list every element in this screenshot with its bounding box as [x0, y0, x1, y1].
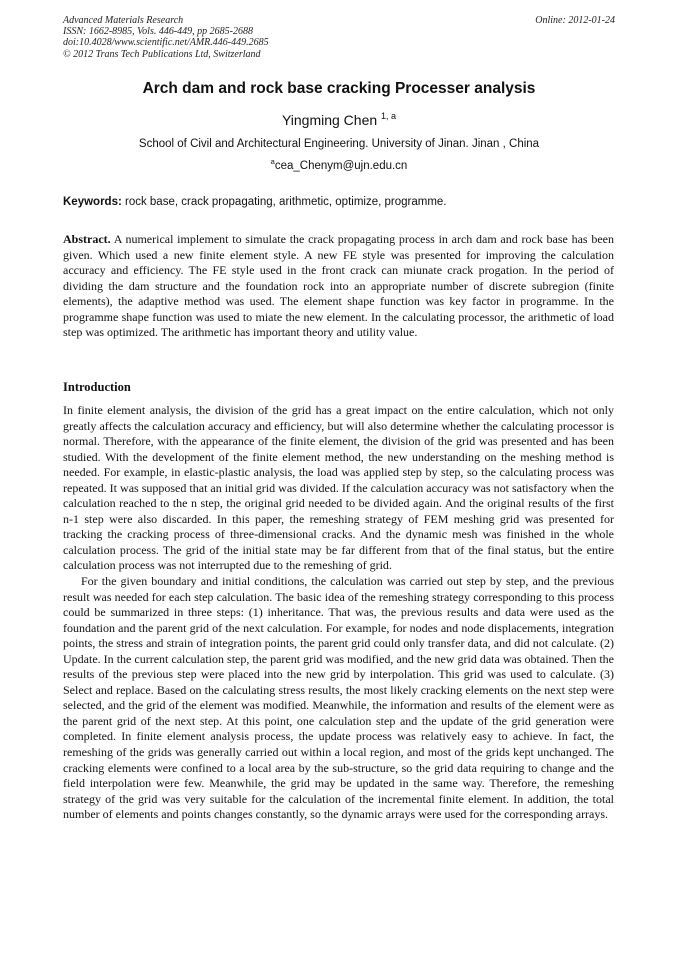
abstract-text: A numerical implement to simulate the crack propagating process in arch dam and rock base has been given. Which used a new finite element style. A new FE style was presented for improving the calculation accuracy and efficiency. The FE style used in the front crack can miunate crack progation. In the period of dividing the dam structure and the foundation rock into an appropriate number of discrete subregion (finite elements), the adaptive method was used. The element shape function was key factor in programme. In the programme shape function was used to miate the new element. In the calculating processor, the arithmetic of load step was optimized. The arithmetic has important theory and utility value. — [63, 232, 614, 340]
author-superscript: 1, a — [381, 111, 397, 121]
author-line — [0, 112, 678, 128]
abstract-label: Abstract. — [63, 232, 111, 246]
keywords-text: rock base, crack propagating, arithmetic, optimize, programme. — [121, 196, 447, 208]
abstract — [63, 232, 614, 341]
introduction-paragraph-2: For the given boundary and initial conditions, the calculation was carried out step by step, and the previous result was needed for each step calculation. The basic idea of the remeshing strategy corresponding to this process could be summarized in three steps: (1) inheritance. That was, the previous results and data were used as the foundation and the parent grid of the next calculation. For example, for nodes and node displacements, integration points, the stress and strain of integration points, the parent grid could only transfer data, and did not calculate. (2) Update. In the current calculation step, the parent grid was modified, and the new grid data was obtained. Then the results of the previous step were placed into the new grid by interpolation. This grid was used to calculate. (3) Select and replace. Based on the calculating stress results, the most likely cracking elements on the next step were selected, and the grid of the element was modified. Meanwhile, the information and results of the element were as the parent grid of the next step. At this point, one calculation step and the update of the grid generation were completed. In finite element analysis process, the update process was relatively easy to achieve. In fact, the remeshing of the grids was generally carried out within a local region, and most of the grids kept unchanged. The cracking elements were confined to a local area by the sub-structure, so the grid data requiring to change and the field interpolation were few. Meanwhile, the grid may be updated in the same way. Therefore, the remeshing strategy of the grid was very suitable for the calculation of the incremental finite element. In addition, the total number of elements and points changes constantly, so the dynamic arrays were used for the corresponding arrays. — [63, 574, 614, 822]
online-date: Online: 2012-01-24 — [535, 15, 615, 26]
introduction-paragraph-1: In finite element analysis, the division of the grid has a great impact on the entire calculation, which not only greatly affects the calculation accuracy and efficiency, but will also determine whether the calculating processor is normal. Therefore, with the appearance of the finite element, the division of the grid was presented and has been studied. With the development of the finite element method, the new understanding on the meshing method is needed. For example, in elastic-plastic analysis, the load was applied step by step, so the calculating process was repeated. It was supposed that an initial grid was divided. If the calculation accuracy was not satisfactory when the calculation reached to the n step, the original grid needed to be divided again. And the original results of the first n-1 step were also discarded. In this paper, the remeshing strategy of FEM meshing grid was presented for tracking the cracking process of three-dimensional cracks. And the dynamic mesh was finished in the whole calculation process. The grid of the initial state may be far different from that of the final status, but the entire calculation process was not interrupted due to the remeshing of grid. — [63, 403, 614, 573]
journal-name: Advanced Materials Research — [63, 15, 184, 26]
keywords — [63, 196, 447, 208]
author-name: Yingming Chen — [281, 112, 378, 128]
email-superscript: a — [270, 157, 275, 166]
journal-issn: ISSN: 1662-8985, Vols. 446-449, pp 2685-2688 — [63, 26, 253, 38]
journal-header — [63, 15, 269, 60]
journal-copyright: © 2012 Trans Tech Publications Ltd, Switzerland — [63, 48, 261, 60]
email-line — [0, 157, 678, 172]
paper-title: Arch dam and rock base cracking Processer analysis — [142, 80, 536, 97]
keywords-label: Keywords: — [63, 196, 122, 208]
introduction-body — [63, 403, 614, 823]
affiliation: School of Civil and Architectural Engineering. University of Jinan. Jinan , China — [138, 138, 540, 150]
section-heading-introduction: Introduction — [63, 380, 131, 394]
journal-doi: doi:10.4028/www.scientific.net/AMR.446-449.2685 — [63, 37, 269, 49]
email-address[interactable]: cea_Chenym@ujn.edu.cn — [274, 160, 408, 172]
